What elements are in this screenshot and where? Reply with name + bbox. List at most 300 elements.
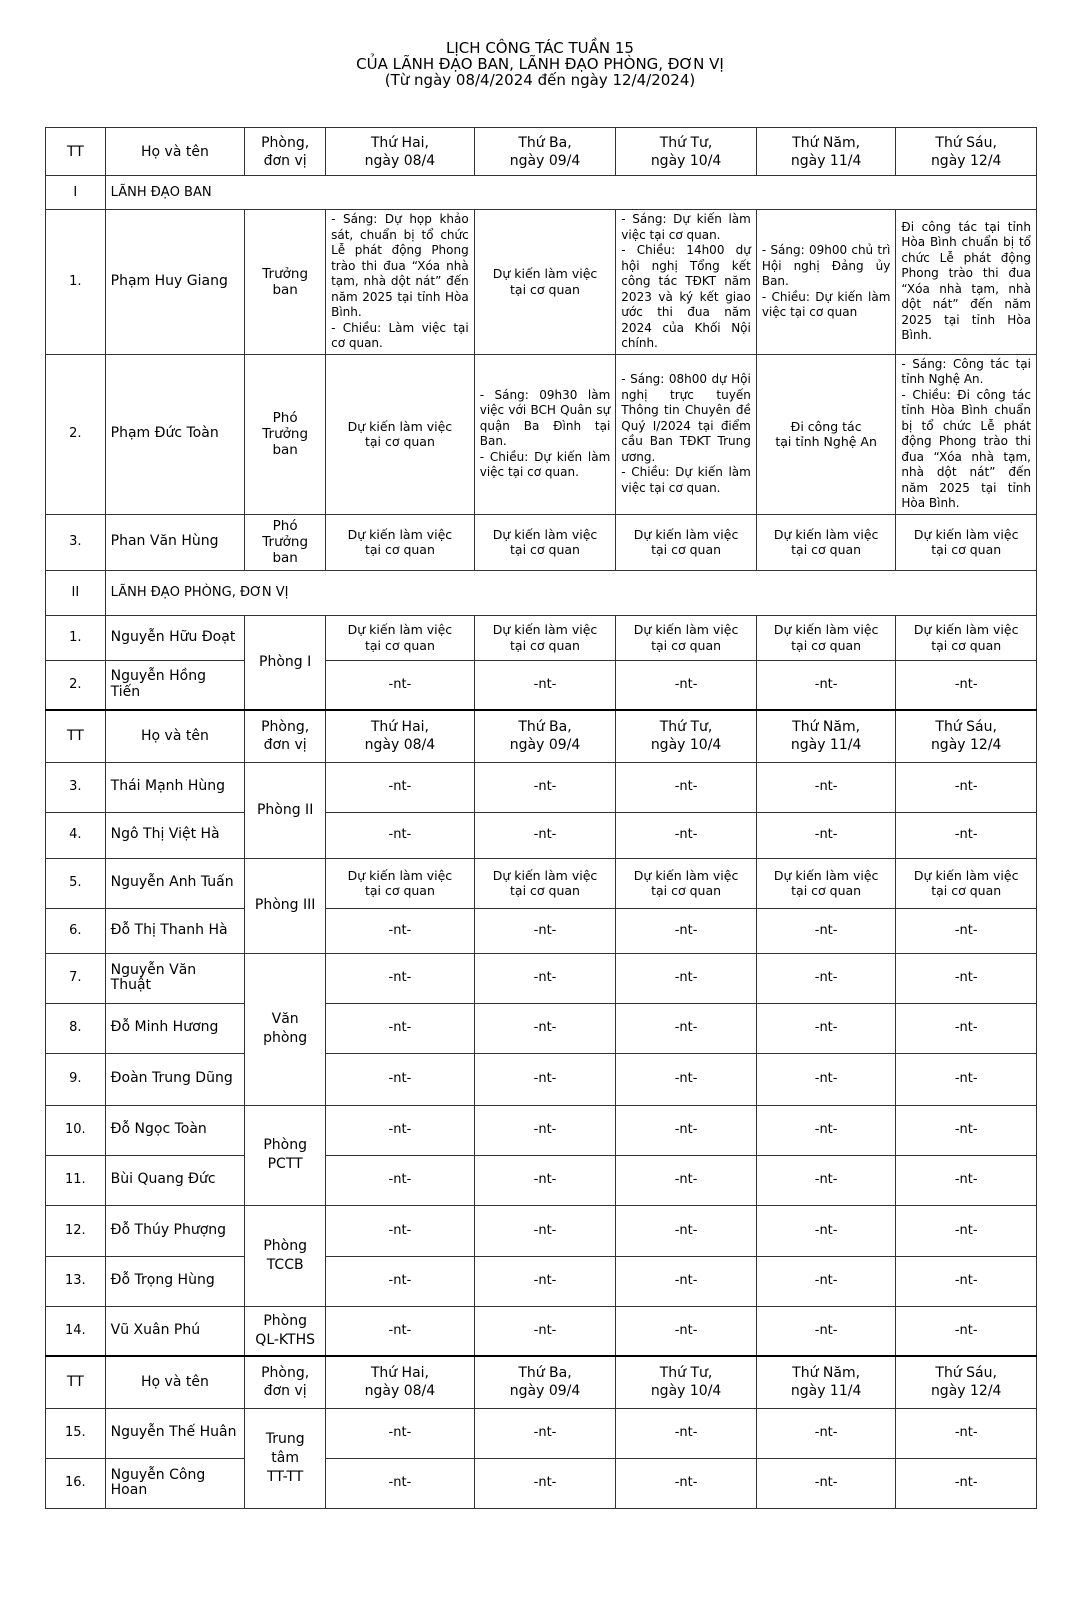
text-line: Dự kiến làm việc [773,622,879,637]
row-number: 14. [46,1306,106,1356]
row-number: 16. [46,1458,106,1508]
schedule-cell: -nt- [474,1155,616,1205]
text-line: ngày 11/4 [790,152,862,169]
text-line: - Sáng: Công tác tại tỉnh Nghệ An. [901,356,1031,386]
text-line: Phòng, [261,1365,310,1382]
schedule-cell: -nt- [756,1003,896,1053]
text-line: Dự kiến làm việc [633,622,739,637]
schedule-cell: -nt- [756,1155,896,1205]
table-row [46,858,1037,908]
person-name: Bùi Quang Đức [105,1155,245,1205]
schedule-cell [616,514,757,570]
schedule-cell: -nt- [474,1205,616,1256]
text-line: Phòng I [259,653,312,670]
schedule-cell: -nt- [616,812,757,858]
text-line: ngày 08/4 [364,152,436,169]
col-header-day [896,128,1037,176]
text-line: tại cơ quan [651,542,722,557]
text-line: tại cơ quan [931,883,1002,898]
row-number: 11. [46,1155,106,1205]
text-line: ngày 12/4 [930,737,1002,754]
person-name: Ngô Thị Việt Hà [105,812,245,858]
person-name: Nguyễn Anh Tuấn [105,858,245,908]
schedule-cell: -nt- [326,1053,475,1105]
text-line: Trưởng [262,265,309,282]
text-line: Dự kiến làm việc [492,867,598,883]
text-line: - Sáng: 09h30 làm việc với BCH Quân sự quận Ba Đình tại Ban. [479,387,611,448]
schedule-cell [474,514,616,570]
schedule-cell: -nt- [756,762,896,812]
text-line: Thứ Tư, [659,719,713,736]
schedule-cell [896,210,1037,355]
col-header-name: Họ và tên [105,710,245,762]
text-line: Thứ Sáu, [935,134,997,151]
text-line: Dự kiến làm việc [913,526,1019,542]
schedule-cell [756,858,896,908]
department-cell [245,762,326,858]
text-line: - Sáng: 08h00 dự Hội nghị trực tuyến Thông tin Chuyên đề Quý I/2024 tại điểm cầu Ban TĐKT Trung ương. [621,372,751,464]
schedule-cell [616,210,757,355]
text-line: Phòng III [254,897,316,913]
table-row [46,1408,1037,1458]
department-cell [245,1408,326,1508]
schedule-table [45,127,1037,1509]
text-line: tại cơ quan [510,542,580,557]
table-row [46,953,1037,1003]
text-line: Dự kiến làm việc [633,526,739,542]
text-line: đơn vị [263,1383,307,1400]
text-line: TT-TT [267,1468,304,1485]
text-line: Phòng [263,1312,307,1329]
schedule-cell: -nt- [326,812,475,858]
position-cell [245,514,326,570]
person-name: Đoàn Trung Dũng [105,1053,245,1105]
schedule-cell: -nt- [326,1155,475,1205]
text-line: ngày 11/4 [790,737,862,754]
schedule-cell: -nt- [896,1458,1037,1508]
text-line: Phòng [263,1137,307,1153]
text-line: ngày 10/4 [650,1383,722,1400]
schedule-cell: -nt- [474,1105,616,1155]
col-header-tt: TT [46,710,106,762]
text-line: Thứ Hai, [370,134,430,151]
text-line: Thứ Ba, [518,719,572,736]
schedule-cell: -nt- [616,1053,757,1105]
table-row [46,1105,1037,1155]
col-header-day [326,1356,475,1408]
schedule-cell: -nt- [326,1306,475,1356]
col-header-day [756,128,896,176]
text-line: Dự kiến làm việc [633,867,739,883]
schedule-cell: -nt- [474,953,616,1003]
department-cell [245,1105,326,1205]
col-header-day [756,710,896,762]
text-line: Phòng, [261,134,310,151]
department-cell [245,1306,326,1356]
schedule-cell: -nt- [896,762,1037,812]
schedule-cell [474,354,616,514]
table-row [46,615,1037,660]
text-line: tại cơ quan [791,883,862,898]
schedule-cell: -nt- [326,1205,475,1256]
row-number: 4. [46,812,106,858]
header-row [46,1356,1037,1408]
text-line: tại cơ quan [364,434,435,449]
text-line: ngày 09/4 [509,737,581,754]
text-line: tại cơ quan [931,637,1002,653]
schedule-cell: -nt- [616,1003,757,1053]
header-row [46,128,1037,176]
text-line: ngày 11/4 [790,1383,862,1400]
text-line: Văn [271,1011,299,1027]
col-header-name: Họ và tên [105,128,245,176]
row-number: 2. [46,660,106,710]
text-line: Phòng II [256,801,314,818]
schedule-cell: -nt- [474,1003,616,1053]
text-line: Trưởng [262,534,309,550]
schedule-cell: -nt- [756,1205,896,1256]
col-header-name: Họ và tên [105,1356,245,1408]
text-line: ngày 08/4 [364,737,436,754]
row-number: 1. [46,210,106,355]
row-number: 10. [46,1105,106,1155]
schedule-cell: -nt- [756,908,896,953]
text-line: Thứ Sáu, [935,1365,997,1382]
text-line: Đi công tác tại tỉnh Hòa Bình chuẩn bị tổ chức Lễ phát động Phong trào thi đua “Xóa nhà tạm, nhà dột nát” đến năm 2025 tại tỉnh Hòa Bình. [901,219,1031,343]
text-line: tại cơ quan [364,637,435,653]
section-label: LÃNH ĐẠO BAN [105,176,1036,210]
text-line: đơn vị [263,152,307,169]
section-number: I [46,176,106,210]
schedule-cell: -nt- [616,1256,757,1306]
schedule-cell [896,858,1037,908]
schedule-cell [616,354,757,514]
schedule-cell: -nt- [756,812,896,858]
text-line: QL-KTHS [255,1331,315,1348]
schedule-cell: -nt- [896,908,1037,953]
table-row [46,1155,1037,1205]
table-row [46,210,1037,355]
text-line: tại cơ quan [364,542,435,557]
person-name: Phan Văn Hùng [105,514,245,570]
schedule-cell: -nt- [756,1053,896,1105]
row-number: 7. [46,953,106,1003]
table-row [46,1205,1037,1256]
text-line: ngày 08/4 [364,1383,436,1400]
text-line: Dự kiến làm việc [913,867,1019,883]
col-header-day [896,1356,1037,1408]
row-number: 3. [46,762,106,812]
text-line: Thứ Ba, [518,134,572,151]
text-line: đơn vị [263,737,307,754]
schedule-cell [326,354,475,514]
schedule-cell: -nt- [326,953,475,1003]
table-row [46,1458,1037,1508]
col-header-day [326,128,475,176]
text-line: tại cơ quan [791,542,862,557]
text-line: - Chiều: Dự kiến làm việc tại cơ quan [761,289,891,319]
col-header-tt: TT [46,1356,106,1408]
schedule-cell [896,354,1037,514]
text-line: tâm [271,1449,299,1466]
text-line: ngày 12/4 [930,152,1002,169]
schedule-cell: -nt- [326,1105,475,1155]
person-name: Thái Mạnh Hùng [105,762,245,812]
schedule-cell: -nt- [474,1458,616,1508]
text-line: ngày 10/4 [650,152,722,169]
text-line: ngày 09/4 [509,152,581,169]
col-header-day [474,710,616,762]
text-line: Dự kiến làm việc [347,622,453,637]
schedule-cell [474,615,616,660]
schedule-cell [326,858,475,908]
schedule-cell: -nt- [326,1408,475,1458]
text-line: - Sáng: Dự kiến làm việc tại cơ quan. [621,212,751,242]
document-title [0,40,1080,88]
row-number: 13. [46,1256,106,1306]
col-header-day [616,128,757,176]
row-number: 2. [46,354,106,514]
person-name: Nguyễn Thế Huân [105,1408,245,1458]
col-header-dept [245,128,326,176]
schedule-cell: -nt- [896,660,1037,710]
text-line: Thứ Năm, [792,719,861,736]
text-line: Trung [265,1430,305,1447]
text-line: ban [272,442,298,458]
schedule-cell: -nt- [616,762,757,812]
schedule-cell: -nt- [474,812,616,858]
header-row [46,710,1037,762]
department-cell [245,615,326,710]
schedule-cell: -nt- [474,1053,616,1105]
schedule-cell: -nt- [326,1458,475,1508]
row-number: 6. [46,908,106,953]
schedule-cell [616,615,757,660]
table-row [46,908,1037,953]
col-header-day [474,1356,616,1408]
schedule-cell: -nt- [616,1306,757,1356]
text-line: Phòng [263,1237,307,1254]
table-row [46,514,1037,570]
schedule-cell: -nt- [326,1003,475,1053]
schedule-cell: -nt- [616,1458,757,1508]
text-line: - Chiều: 14h00 dự hội nghị Tổng kết công tác TĐKT năm 2023 và ký kết giao ước thi đua năm 2024 của Khối Nội chính. [621,243,751,350]
text-line: Phó [272,410,298,426]
schedule-cell: -nt- [896,1256,1037,1306]
title-line-3: (Từ ngày 08/4/2024 đến ngày 12/4/2024) [384,71,696,89]
department-cell [245,1205,326,1306]
col-header-tt: TT [46,128,106,176]
schedule-cell: -nt- [756,660,896,710]
person-name: Nguyễn Công Hoan [105,1458,245,1508]
text-line: ngày 09/4 [509,1383,581,1400]
schedule-cell: -nt- [474,1306,616,1356]
position-cell [245,210,326,355]
schedule-cell: -nt- [896,1205,1037,1256]
department-cell [245,953,326,1105]
person-name: Đỗ Trọng Hùng [105,1256,245,1306]
section-label: LÃNH ĐẠO PHÒNG, ĐƠN VỊ [105,570,1036,615]
text-line: tại cơ quan [651,883,722,898]
col-header-day [896,710,1037,762]
text-line: Dự kiến làm việc [492,622,598,637]
text-line: phòng [263,1030,308,1046]
text-line: Dự kiến làm việc [347,867,453,883]
position-cell [245,354,326,514]
table-row [46,1003,1037,1053]
text-line: Phòng, [261,719,310,736]
text-line: Thứ Hai, [370,1365,430,1382]
person-name: Nguyễn Hữu Đoạt [105,615,245,660]
col-header-day [616,710,757,762]
text-line: tại cơ quan [791,637,862,653]
person-name: Nguyễn Văn Thuật [105,953,245,1003]
schedule-cell: -nt- [616,660,757,710]
table-row [46,660,1037,710]
text-line: - Sáng: Dự họp khảo sát, chuẩn bị tổ chức Lễ phát động Phong trào thi đua “Xóa nhà tạm, nhà dột nát” đến năm 2025 tại tỉnh Hòa Bình. [331,212,469,319]
person-name: Phạm Huy Giang [105,210,245,355]
schedule-cell: -nt- [616,1408,757,1458]
schedule-cell: -nt- [474,1256,616,1306]
text-line: TCCB [266,1256,304,1273]
schedule-cell: -nt- [756,1105,896,1155]
col-header-day [326,710,475,762]
text-line: - Sáng: 09h00 chủ trì Hội nghị Đảng ủy Ban. [761,243,891,288]
text-line: tại cơ quan [931,542,1002,557]
text-line: Dự kiến làm việc [913,622,1019,637]
schedule-cell: -nt- [616,908,757,953]
schedule-cell: -nt- [326,1256,475,1306]
text-line: Phó [272,518,298,534]
schedule-cell [896,615,1037,660]
person-name: Phạm Đức Toàn [105,354,245,514]
schedule-cell: -nt- [326,908,475,953]
row-number: 3. [46,514,106,570]
row-number: 8. [46,1003,106,1053]
table-row [46,1256,1037,1306]
table-row [46,1306,1037,1356]
person-name: Đỗ Minh Hương [105,1003,245,1053]
schedule-cell: -nt- [616,953,757,1003]
text-line: Thứ Hai, [370,719,430,736]
text-line: tại tỉnh Nghệ An [775,434,877,449]
table-row [46,762,1037,812]
schedule-cell: -nt- [326,762,475,812]
schedule-cell: -nt- [756,1306,896,1356]
schedule-cell: -nt- [756,1256,896,1306]
schedule-cell: -nt- [474,908,616,953]
text-line: ban [272,281,298,298]
col-header-day [756,1356,896,1408]
schedule-cell: -nt- [616,1155,757,1205]
schedule-cell: -nt- [756,1408,896,1458]
schedule-cell: -nt- [756,1458,896,1508]
text-line: Đi công tác [790,418,862,434]
section-row [46,176,1037,210]
department-cell [245,858,326,953]
person-name: Đỗ Thúy Phượng [105,1205,245,1256]
col-header-day [616,1356,757,1408]
schedule-cell: -nt- [896,1306,1037,1356]
row-number: 15. [46,1408,106,1458]
col-header-dept [245,1356,326,1408]
schedule-cell [756,354,896,514]
text-line: Thứ Tư, [659,1365,713,1382]
schedule-cell [756,615,896,660]
schedule-cell [616,858,757,908]
schedule-cell [326,514,475,570]
text-line: ngày 10/4 [650,737,722,754]
person-name: Đỗ Thị Thanh Hà [105,908,245,953]
schedule-cell: -nt- [896,953,1037,1003]
schedule-cell [474,210,616,355]
schedule-cell [326,615,475,660]
schedule-cell: -nt- [896,1105,1037,1155]
text-line: ngày 12/4 [930,1383,1002,1400]
text-line: Trưởng [262,426,309,442]
table-row [46,812,1037,858]
schedule-cell: -nt- [896,1155,1037,1205]
text-line: Thứ Năm, [792,134,861,151]
schedule-cell: -nt- [896,1003,1037,1053]
text-line: Dự kiến làm việc [347,526,453,542]
schedule-cell [756,210,896,355]
text-line: - Chiều: Dự kiến làm việc tại cơ quan. [621,465,751,495]
person-name: Vũ Xuân Phú [105,1306,245,1356]
text-line: Thứ Sáu, [935,719,997,736]
text-line: tại cơ quan [510,883,580,898]
schedule-cell [474,858,616,908]
text-line: tại cơ quan [510,281,580,297]
schedule-cell: -nt- [474,660,616,710]
text-line: Dự kiến làm việc [773,526,879,542]
schedule-cell: -nt- [474,762,616,812]
row-number: 1. [46,615,106,660]
text-line: - Chiều: Làm việc tại cơ quan. [331,320,469,350]
row-number: 9. [46,1053,106,1105]
text-line: Dự kiến làm việc [492,266,598,282]
schedule-cell: -nt- [896,1053,1037,1105]
schedule-cell: -nt- [756,953,896,1003]
schedule-cell: -nt- [326,660,475,710]
section-row [46,570,1037,615]
text-line: Thứ Tư, [659,134,713,151]
text-line: Dự kiến làm việc [492,526,598,542]
text-line: Dự kiến làm việc [773,867,879,883]
text-line: ban [272,550,298,566]
text-line: - Chiều: Dự kiến làm việc tại cơ quan. [479,449,611,479]
row-number: 5. [46,858,106,908]
title-line-1: LỊCH CÔNG TÁC TUẦN 15 [446,39,634,57]
row-number: 12. [46,1205,106,1256]
text-line: tại cơ quan [651,637,722,653]
text-line: Thứ Năm, [792,1365,861,1382]
col-header-day [474,128,616,176]
schedule-cell [326,210,475,355]
text-line: Dự kiến làm việc [347,418,453,434]
schedule-cell [896,514,1037,570]
schedule-cell: -nt- [616,1105,757,1155]
table-row [46,354,1037,514]
person-name: Nguyễn Hồng Tiến [105,660,245,710]
text-line: PCTT [267,1156,303,1172]
col-header-dept [245,710,326,762]
schedule-cell [756,514,896,570]
section-number: II [46,570,106,615]
schedule-cell: -nt- [616,1205,757,1256]
text-line: Thứ Ba, [518,1365,572,1382]
schedule-cell: -nt- [896,1408,1037,1458]
